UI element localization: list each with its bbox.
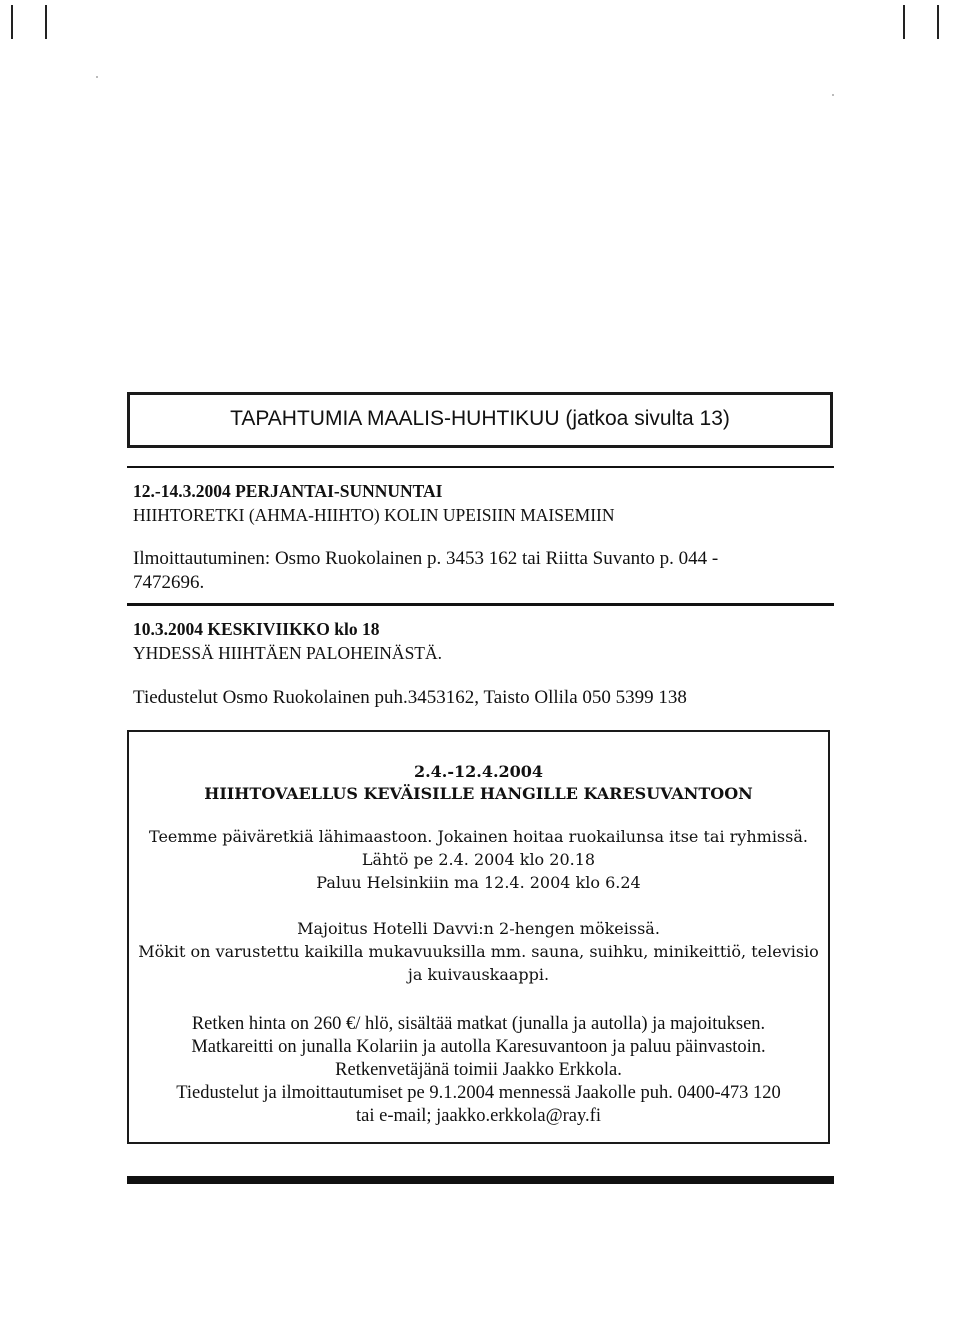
event3-route-line: Matkareitti on junalla Kolariin ja autolla Karesuvantoon ja paluu päinvastoin. [191, 1037, 766, 1057]
event1-info-line2: 7472696. [133, 572, 205, 593]
event3-desc-line1: Teemme päiväretkiä lähimaastoon. Jokainen hoitaa ruokailunsa itse tai ryhmissä. [149, 827, 808, 846]
divider-bottom [127, 1176, 834, 1184]
crop-mark-top-right-vertical [903, 5, 905, 39]
page-title: TAPAHTUMIA MAALIS-HUHTIKUU (jatkoa sivulta 13) [230, 407, 730, 430]
registration-dot-right [832, 94, 834, 96]
registration-dot-left [96, 76, 98, 78]
event3-contact-line1: Tiedustelut ja ilmoittautumiset pe 9.1.2004 mennessä Jaakolle puh. 0400-473 120 [176, 1083, 781, 1103]
divider-middle [127, 603, 834, 606]
event3-desc-line3: Paluu Helsinkiin ma 12.4. 2004 klo 6.24 [316, 873, 641, 892]
title-box [127, 392, 833, 448]
crop-mark-top-left-vertical [11, 5, 13, 39]
event1-heading-title: HIIHTORETKI (AHMA-HIIHTO) KOLIN UPEISIIN MAISEMIIN [133, 505, 615, 525]
event2-heading-title: YHDESSÄ HIIHTÄEN PALOHEINÄSTÄ. [133, 643, 443, 663]
event3-lodging-line2: Mökit on varustettu kaikilla mukavuuksilla mm. sauna, suihku, minikeittiö, televisio [138, 942, 819, 961]
divider-top [127, 466, 834, 468]
event1-heading-date: 12.-14.3.2004 PERJANTAI-SUNNUNTAI [133, 481, 443, 501]
event3-lodging-line1: Majoitus Hotelli Davvi:n 2-hengen mökeissä. [297, 919, 660, 938]
event2-info: Tiedustelut Osmo Ruokolainen puh.3453162, Taisto Ollila 050 5399 138 [133, 687, 687, 708]
event3-lodging-line3: ja kuivauskaappi. [407, 965, 550, 984]
event3-price-line1: Retken hinta on 260 €/ hlö, sisältää matkat (junalla ja autolla) ja majoituksen. [191, 1014, 766, 1034]
event3-heading: HIIHTOVAELLUS KEVÄISILLE HANGILLE KARESUVANTOON [204, 784, 753, 803]
event1-info-line1: Ilmoittautuminen: Osmo Ruokolainen p. 3453 162 tai Riitta Suvanto p. 044 - [133, 548, 719, 569]
event3-desc-line2: Lähtö pe 2.4. 2004 klo 20.18 [361, 850, 596, 869]
crop-mark-top-left-vertical-2 [45, 5, 47, 39]
event2-heading-date: 10.3.2004 KESKIVIIKKO klo 18 [133, 619, 380, 639]
event3-date: 2.4.-12.4.2004 [413, 762, 544, 781]
event3-box [127, 730, 830, 1144]
crop-mark-top-right-vertical-2 [937, 5, 939, 39]
event3-leader-line: Retkenvetäjänä toimii Jaakko Erkkola. [335, 1060, 622, 1080]
event3-contact-line2: tai e-mail; jaakko.erkkola@ray.fi [356, 1106, 601, 1126]
